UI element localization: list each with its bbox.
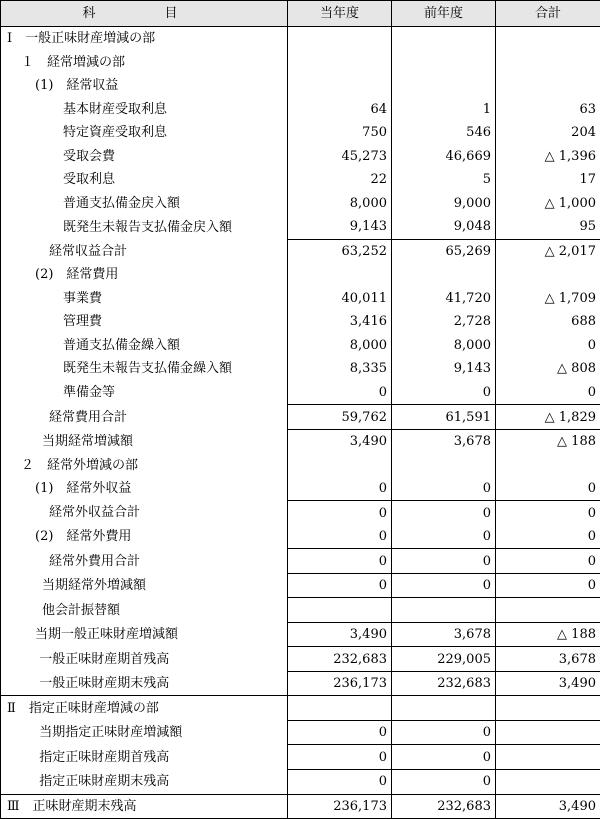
current-year-value: 236,173 xyxy=(288,794,392,819)
table-row xyxy=(1,598,600,623)
total-value: △ 1,829 xyxy=(496,405,600,430)
total-value xyxy=(496,74,600,98)
table-row xyxy=(1,769,600,794)
total-value: 688 xyxy=(496,310,600,334)
total-value: 0 xyxy=(496,477,600,501)
row-label: 既発生未報告支払備金繰入額 xyxy=(1,357,288,381)
previous-year-value xyxy=(392,598,496,623)
row-label: 経常収益合計 xyxy=(1,239,288,263)
row-label: 当期一般正味財産増減額 xyxy=(1,622,288,647)
table-row xyxy=(1,671,600,696)
table-row xyxy=(1,27,600,51)
total-value: 63 xyxy=(496,98,600,122)
table-row xyxy=(1,381,600,405)
row-label: (1) 経常収益 xyxy=(1,74,288,98)
row-label: (1) 経常外収益 xyxy=(1,477,288,501)
table-row xyxy=(1,745,600,770)
previous-year-value: 1 xyxy=(392,98,496,122)
row-label: Ⅰ 一般正味財産増減の部 xyxy=(1,27,288,51)
previous-year-value xyxy=(392,27,496,51)
previous-year-value: 0 xyxy=(392,381,496,405)
table-row xyxy=(1,145,600,169)
total-value: 0 xyxy=(496,334,600,358)
current-year-value: 3,416 xyxy=(288,310,392,334)
table-row xyxy=(1,622,600,647)
previous-year-value: 9,000 xyxy=(392,192,496,216)
table-row xyxy=(1,310,600,334)
total-value: 0 xyxy=(496,501,600,525)
row-label: 他会計振替額 xyxy=(1,598,288,623)
total-value xyxy=(496,453,600,477)
total-value: △ 1,709 xyxy=(496,287,600,311)
header-row xyxy=(1,1,600,27)
current-year-value: 8,000 xyxy=(288,334,392,358)
total-value: 3,678 xyxy=(496,647,600,672)
current-year-value: 232,683 xyxy=(288,647,392,672)
previous-year-value xyxy=(392,453,496,477)
row-label: Ⅲ 正味財産期末残高 xyxy=(1,794,288,819)
table-row xyxy=(1,51,600,75)
current-year-value xyxy=(288,453,392,477)
total-value: △ 188 xyxy=(496,622,600,647)
current-year-value: 59,762 xyxy=(288,405,392,430)
total-value xyxy=(496,263,600,287)
current-year-value xyxy=(288,51,392,75)
header-current-year: 当年度 xyxy=(288,1,392,27)
table-row xyxy=(1,477,600,501)
total-value: 0 xyxy=(496,573,600,598)
current-year-value xyxy=(288,27,392,51)
previous-year-value: 0 xyxy=(392,573,496,598)
previous-year-value xyxy=(392,74,496,98)
total-value: 204 xyxy=(496,121,600,145)
previous-year-value: 229,005 xyxy=(392,647,496,672)
current-year-value: 63,252 xyxy=(288,239,392,263)
previous-year-value xyxy=(392,51,496,75)
previous-year-value: 8,000 xyxy=(392,334,496,358)
previous-year-value: 0 xyxy=(392,769,496,794)
total-value xyxy=(496,598,600,623)
row-label: 経常費用合計 xyxy=(1,405,288,430)
row-label: 一般正味財産期首残高 xyxy=(1,647,288,672)
table-row xyxy=(1,357,600,381)
table-row xyxy=(1,121,600,145)
current-year-value xyxy=(288,74,392,98)
current-year-value: 0 xyxy=(288,720,392,745)
previous-year-value: 0 xyxy=(392,477,496,501)
previous-year-value: 65,269 xyxy=(392,239,496,263)
previous-year-value xyxy=(392,263,496,287)
table-row xyxy=(1,696,600,721)
total-value xyxy=(496,745,600,770)
total-value: △ 1,396 xyxy=(496,145,600,169)
current-year-value: 0 xyxy=(288,501,392,525)
previous-year-value: 3,678 xyxy=(392,429,496,453)
table-row xyxy=(1,647,600,672)
row-label: 受取会費 xyxy=(1,145,288,169)
current-year-value: 22 xyxy=(288,168,392,192)
row-label: (2) 経常外費用 xyxy=(1,525,288,549)
total-value: △ 808 xyxy=(496,357,600,381)
row-label: ２ 経常外増減の部 xyxy=(1,453,288,477)
table-row xyxy=(1,263,600,287)
row-label: 準備金等 xyxy=(1,381,288,405)
total-value xyxy=(496,769,600,794)
previous-year-value: 546 xyxy=(392,121,496,145)
table-row xyxy=(1,720,600,745)
previous-year-value: 0 xyxy=(392,720,496,745)
previous-year-value: 5 xyxy=(392,168,496,192)
table-row xyxy=(1,239,600,263)
current-year-value xyxy=(288,598,392,623)
total-value: 17 xyxy=(496,168,600,192)
row-label: 経常外費用合計 xyxy=(1,549,288,574)
table-row xyxy=(1,168,600,192)
current-year-value: 64 xyxy=(288,98,392,122)
table-row xyxy=(1,525,600,549)
table-row xyxy=(1,287,600,311)
current-year-value: 0 xyxy=(288,381,392,405)
row-label: 指定正味財産期末残高 xyxy=(1,769,288,794)
total-value: 95 xyxy=(496,215,600,239)
table-row xyxy=(1,74,600,98)
current-year-value xyxy=(288,263,392,287)
previous-year-value xyxy=(392,696,496,721)
table-row xyxy=(1,429,600,453)
row-label: 一般正味財産期末残高 xyxy=(1,671,288,696)
total-value xyxy=(496,51,600,75)
row-label: 管理費 xyxy=(1,310,288,334)
table-row xyxy=(1,573,600,598)
table-row xyxy=(1,405,600,430)
total-value: △ 188 xyxy=(496,429,600,453)
total-value: 0 xyxy=(496,525,600,549)
current-year-value: 3,490 xyxy=(288,622,392,647)
previous-year-value: 46,669 xyxy=(392,145,496,169)
current-year-value: 236,173 xyxy=(288,671,392,696)
total-value: 0 xyxy=(496,549,600,574)
current-year-value: 8,000 xyxy=(288,192,392,216)
total-value xyxy=(496,696,600,721)
row-label: 普通支払備金繰入額 xyxy=(1,334,288,358)
row-label: 既発生未報告支払備金戻入額 xyxy=(1,215,288,239)
row-label: 特定資産受取利息 xyxy=(1,121,288,145)
header-total: 合計 xyxy=(496,1,600,27)
row-label: １ 経常増減の部 xyxy=(1,51,288,75)
total-value: △ 2,017 xyxy=(496,239,600,263)
previous-year-value: 3,678 xyxy=(392,622,496,647)
header-previous-year: 前年度 xyxy=(392,1,496,27)
table-row xyxy=(1,192,600,216)
current-year-value: 0 xyxy=(288,769,392,794)
header-item: 科 目 xyxy=(1,1,288,27)
previous-year-value: 9,143 xyxy=(392,357,496,381)
row-label: 当期経常増減額 xyxy=(1,429,288,453)
current-year-value: 0 xyxy=(288,573,392,598)
row-label: 当期指定正味財産増減額 xyxy=(1,720,288,745)
row-label: 経常外収益合計 xyxy=(1,501,288,525)
current-year-value: 8,335 xyxy=(288,357,392,381)
row-label: 普通支払備金戻入額 xyxy=(1,192,288,216)
current-year-value: 3,490 xyxy=(288,429,392,453)
table-row xyxy=(1,215,600,239)
previous-year-value: 61,591 xyxy=(392,405,496,430)
table-row xyxy=(1,98,600,122)
current-year-value: 40,011 xyxy=(288,287,392,311)
row-label: (2) 経常費用 xyxy=(1,263,288,287)
previous-year-value: 9,048 xyxy=(392,215,496,239)
previous-year-value: 0 xyxy=(392,745,496,770)
current-year-value: 0 xyxy=(288,549,392,574)
total-value: 0 xyxy=(496,381,600,405)
row-label: 受取利息 xyxy=(1,168,288,192)
row-label: 事業費 xyxy=(1,287,288,311)
row-label: 指定正味財産期首残高 xyxy=(1,745,288,770)
current-year-value: 0 xyxy=(288,477,392,501)
current-year-value xyxy=(288,696,392,721)
previous-year-value: 0 xyxy=(392,549,496,574)
current-year-value: 0 xyxy=(288,525,392,549)
current-year-value: 0 xyxy=(288,745,392,770)
total-value: 3,490 xyxy=(496,794,600,819)
current-year-value: 45,273 xyxy=(288,145,392,169)
row-label: 基本財産受取利息 xyxy=(1,98,288,122)
current-year-value: 9,143 xyxy=(288,215,392,239)
previous-year-value: 232,683 xyxy=(392,794,496,819)
total-value xyxy=(496,27,600,51)
previous-year-value: 2,728 xyxy=(392,310,496,334)
table-row xyxy=(1,794,600,819)
table-row xyxy=(1,501,600,525)
row-label: 当期経常外増減額 xyxy=(1,573,288,598)
table-row xyxy=(1,549,600,574)
total-value: 3,490 xyxy=(496,671,600,696)
previous-year-value: 41,720 xyxy=(392,287,496,311)
previous-year-value: 232,683 xyxy=(392,671,496,696)
row-label: Ⅱ 指定正味財産増減の部 xyxy=(1,696,288,721)
previous-year-value: 0 xyxy=(392,501,496,525)
table-row xyxy=(1,334,600,358)
total-value: △ 1,000 xyxy=(496,192,600,216)
total-value xyxy=(496,720,600,745)
previous-year-value: 0 xyxy=(392,525,496,549)
table-row xyxy=(1,453,600,477)
current-year-value: 750 xyxy=(288,121,392,145)
